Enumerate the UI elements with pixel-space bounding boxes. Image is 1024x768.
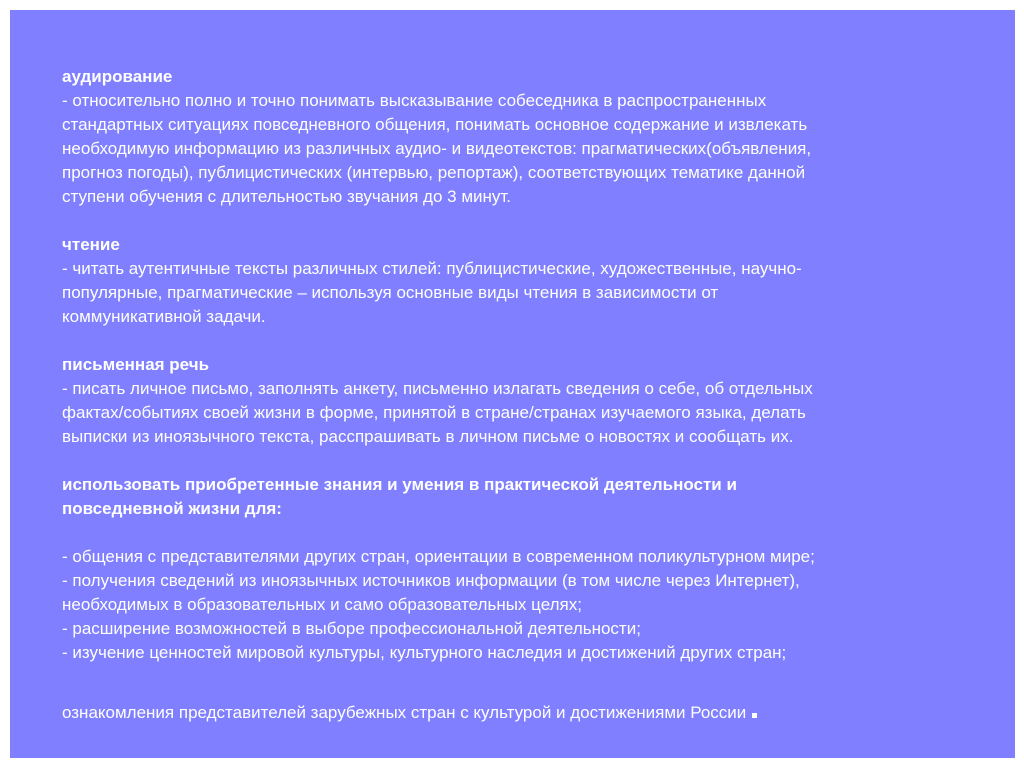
listening-heading: аудирование bbox=[62, 67, 173, 86]
slide-background bbox=[10, 10, 1015, 758]
reading-line: - читать аутентичные тексты различных стилей: публицистические, художественные, научно- bbox=[62, 259, 802, 278]
closing-text: ознакомления представителей зарубежных стран с культурой и достижениями России bbox=[62, 703, 747, 722]
paragraph-gap bbox=[62, 329, 962, 353]
paragraph-gap bbox=[62, 665, 962, 689]
reading-line: коммуникативной задачи. bbox=[62, 307, 266, 326]
listening-line: - относительно полно и точно понимать высказывание собеседника в распространенных bbox=[62, 91, 767, 110]
paragraph-gap bbox=[62, 521, 962, 545]
end-square-mark bbox=[752, 713, 757, 718]
practical-use-line: - изучение ценностей мировой культуры, культурного наследия и достижений других стран; bbox=[62, 643, 787, 662]
practical-use-line: - расширение возможностей в выборе профессиональной деятельности; bbox=[62, 619, 641, 638]
paragraph-gap bbox=[62, 449, 962, 473]
reading-line: популярные, прагматические – используя основные виды чтения в зависимости от bbox=[62, 283, 719, 302]
writing-heading: письменная речь bbox=[62, 355, 210, 374]
practical-use-line: - получения сведений из иноязычных источников информации (в том числе через Интернет), bbox=[62, 571, 800, 590]
closing-line bbox=[62, 701, 962, 725]
reading-heading: чтение bbox=[62, 235, 120, 254]
writing-line: выписки из иноязычного текста, расспрашивать в личном письме о новостях и сообщать их. bbox=[62, 427, 794, 446]
slide-text-body bbox=[62, 65, 962, 725]
listening-line: необходимую информацию из различных аудио- и видеотекстов: прагматических(объявления, bbox=[62, 139, 812, 158]
practical-use-line: - общения с представителями других стран, ориентации в современном поликультурном мире; bbox=[62, 547, 815, 566]
listening-line: ступени обучения с длительностью звучания до 3 минут. bbox=[62, 187, 512, 206]
practical-use-heading: использовать приобретенные знания и умения в практической деятельности и bbox=[62, 475, 737, 494]
practical-use-line: необходимых в образовательных и само образовательных целях; bbox=[62, 595, 582, 614]
practical-use-heading: повседневной жизни для: bbox=[62, 499, 282, 518]
listening-line: стандартных ситуациях повседневного общения, понимать основное содержание и извлекать bbox=[62, 115, 808, 134]
writing-line: фактах/событиях своей жизни в форме, принятой в стране/странах изучаемого языка, делать bbox=[62, 403, 806, 422]
listening-line: прогноз погоды), публицистических (интервью, репортаж), соответствующих тематике данной bbox=[62, 163, 806, 182]
paragraph-gap bbox=[62, 209, 962, 233]
writing-line: - писать личное письмо, заполнять анкету, письменно излагать сведения о себе, об отдельных bbox=[62, 379, 813, 398]
